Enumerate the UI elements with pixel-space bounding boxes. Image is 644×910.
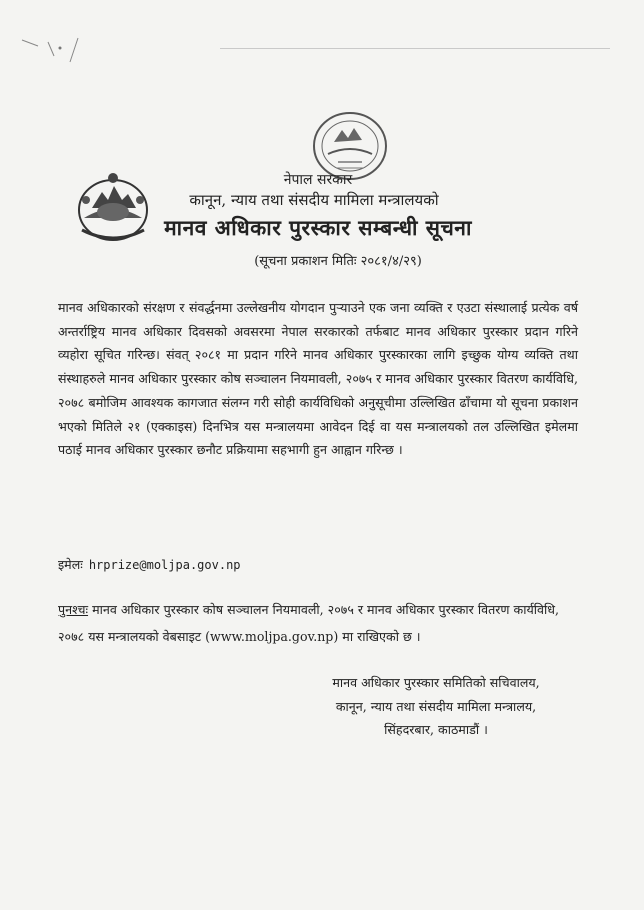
signature-line-2: कानून, न्याय तथा संसदीय मामिला मन्त्रालय, [335, 698, 537, 714]
postscript-text: मानव अधिकार पुरस्कार कोष सञ्चालन नियमावली, २०७५ र मानव अधिकार पुरस्कार वितरण कार्यविधि, २०७८ यस मन्त्रालयको वेबसाइट (www.moljpa.gov.np) मा राखिएको छ । [58, 602, 560, 644]
postscript-label: पुनश्चः [58, 602, 89, 617]
email-address: hrprize@moljpa.gov.np [88, 558, 241, 572]
scan-artifact-line [220, 48, 610, 49]
notice-body-paragraph: मानव अधिकारको संरक्षण र संवर्द्धनमा उल्लेखनीय योगदान पुऱ्याउने एक जना व्यक्ति र एउटा संस्थालाई प्रत्येक वर्ष अन्तर्राष्ट्रिय मानव अधिकार दिवसको अवसरमा नेपाल सरकारको तर्फबाट मानव अधिकार पुरस्कार प्रदान गरिने व्यहोरा सूचित गरिन्छ। संवत् २०८१ मा प्रदान गरिने मानव अधिकार पुरस्कारका लागि इच्छुक योग्य व्यक्ति तथा संस्थाहरुले मानव अधिकार पुरस्कार कोष सञ्चालन नियमावली, २०७५ र मानव अधिकार पुरस्कार वितरण कार्यविधि, २०७८ बमोजिम आवश्यक कागजात संलग्न गरी सोही कार्यविधिको अनुसूचीमा उल्लिखित ढाँचामा यो सूचना प्रकाशन भएको मितिले २१ (एक्काइस) दिनभित्र यस मन्त्रालयमा आवेदन दिई वा यस मन्त्रालयको तल उल्लिखित इमेलमा पठाई मानव अधिकार पुरस्कार छनौट प्रक्रियामा सहभागी हुन आह्वान गरिन्छ । [58, 300, 578, 458]
publication-date: (सूचना प्रकाशन मितिः २०८१/४/२९) [254, 254, 422, 269]
signature-line-1: मानव अधिकार पुरस्कार समितिको सचिवालय, [332, 675, 540, 690]
notice-title: मानव अधिकार पुरस्कार सम्बन्धी सूचना [164, 215, 472, 240]
signature-line-3: सिंहदरबार, काठमाडौं । [384, 722, 488, 737]
email-label: इमेलः [58, 557, 83, 572]
scan-artifact-icon [18, 36, 88, 66]
postscript-note [58, 596, 578, 650]
ministry-name: कानून, न्याय तथा संसदीय मामिला मन्त्रालयको [189, 191, 439, 209]
email-line [58, 556, 241, 573]
signature-block [316, 671, 556, 742]
government-name: नेपाल सरकार [283, 172, 353, 188]
